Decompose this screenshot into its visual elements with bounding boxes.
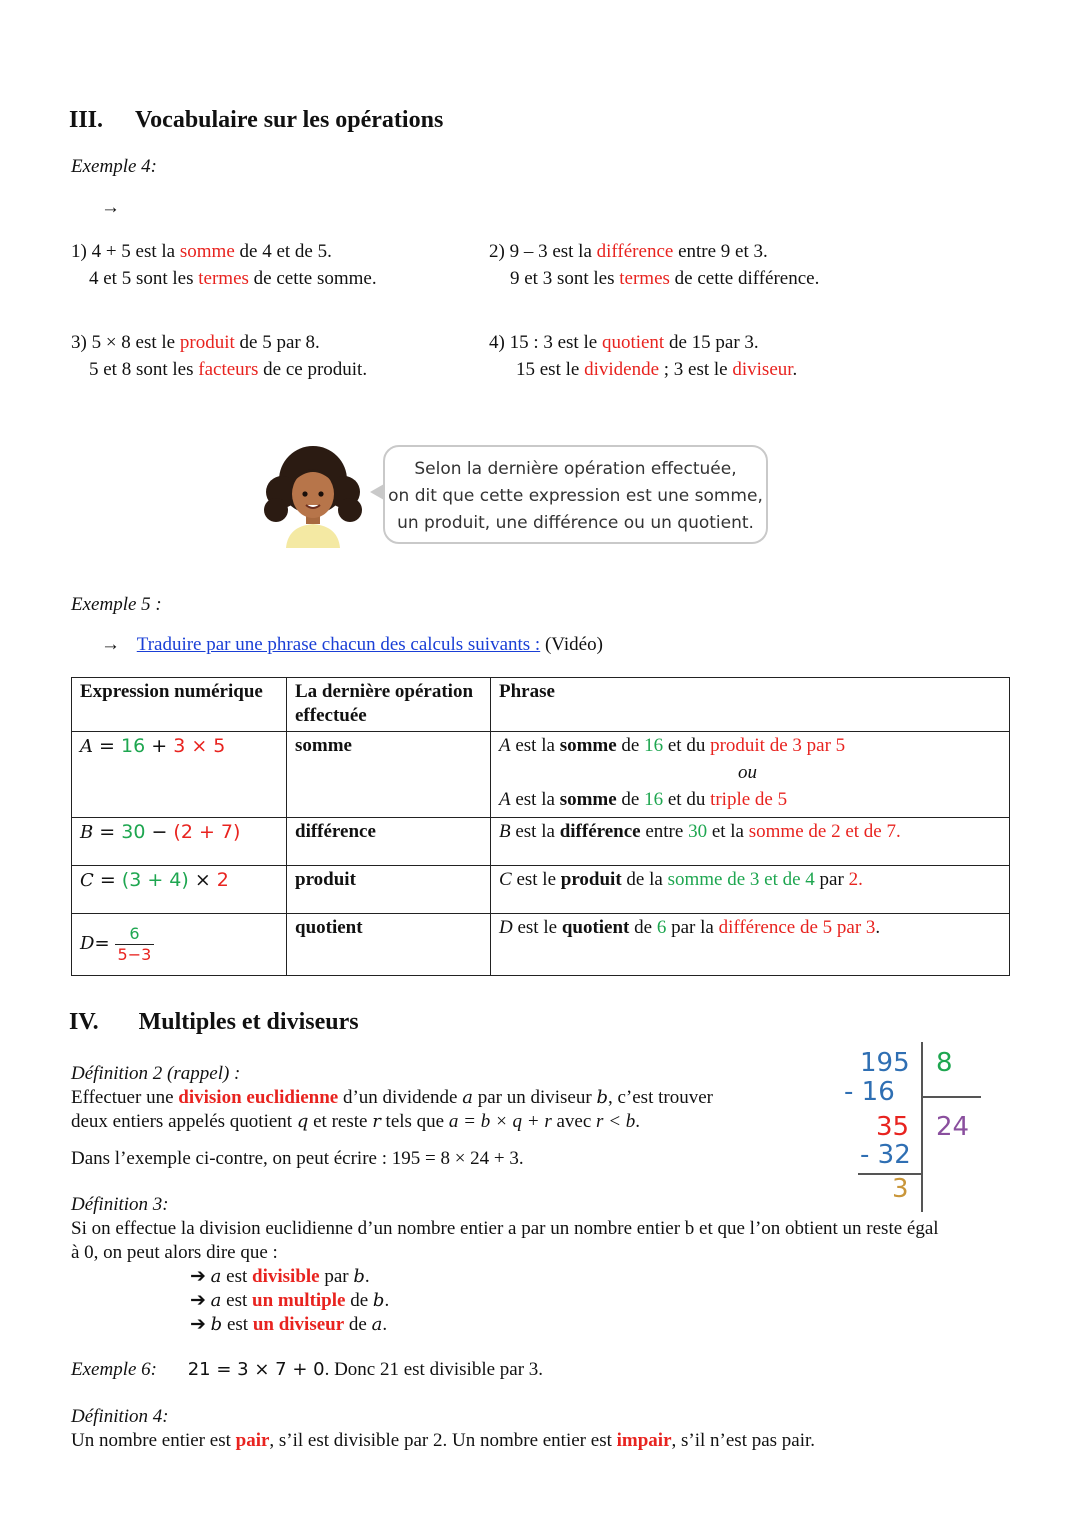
- list-item: ➔ a est un multiple de b.: [190, 1290, 390, 1311]
- example-5-instruction: [101, 634, 603, 656]
- euclidean-division: [836, 1040, 986, 1215]
- video-link[interactable]: Traduire par une phrase chacun des calculs suivants :: [136, 634, 541, 655]
- expressions-table: [71, 677, 1010, 976]
- phrase-cell: D est le quotient de 6 par la différence de 5 par 3.: [491, 914, 1010, 976]
- example-4-label: Exemple 4:: [71, 156, 157, 177]
- phrase-cell: C est le produit de la somme de 3 et de 4 par 2.: [491, 866, 1010, 914]
- section-number: III.: [69, 107, 104, 133]
- divisor: 8: [936, 1048, 953, 1078]
- section-title: Vocabulaire sur les opérations: [135, 107, 444, 133]
- table-row: [72, 914, 1010, 976]
- vocab-item-2: 2) 9 – 3 est la différence entre 9 et 3. 9 et 3 sont les termes de cette différence.: [489, 241, 820, 289]
- list-item: ➔ a est divisible par b.: [190, 1266, 370, 1287]
- arrow-bullet-icon: ➔: [190, 1314, 206, 1335]
- definition-3-label: Définition 3:: [71, 1194, 169, 1215]
- partial-dividend: 35: [876, 1112, 910, 1142]
- definition-2-example: Dans l’exemple ci-contre, on peut écrire : 195 = 8 × 24 + 3.: [71, 1148, 524, 1169]
- definition-4-text: Un nombre entier est pair, s’il est divisible par 2. Un nombre entier est impair, s’il n’est pas pair.: [71, 1430, 816, 1451]
- header-operation: La dernière opération effectuée: [287, 678, 491, 732]
- speech-bubble: [383, 445, 768, 544]
- bubble-line-1: Selon la dernière opération effectuée,: [414, 459, 737, 479]
- section-title: Multiples et diviseurs: [138, 1009, 359, 1035]
- table-header-row: [72, 678, 1010, 732]
- speech-bubble-tail: [370, 484, 384, 500]
- definition-3-text: Si on effectue la division euclidienne d’un nombre entier a par un nombre entier b et que l’on obtient un reste égal à 0, on peut alors dire que :: [71, 1218, 939, 1263]
- list-item: ➔ b est un diviseur de a.: [190, 1314, 388, 1335]
- remainder: 3: [892, 1174, 909, 1204]
- header-expression: Expression numérique: [72, 678, 287, 732]
- video-label: (Vidéo): [540, 634, 603, 655]
- section-iii-heading: [69, 107, 443, 134]
- subtraction-1: - 16: [844, 1077, 895, 1107]
- definition-2-label: Définition 2 (rappel) :: [71, 1063, 241, 1084]
- table-row: [72, 818, 1010, 866]
- phrase-cell: B est la différence entre 30 et la somme de 2 et de 7.: [491, 818, 1010, 866]
- operation-cell: différence: [287, 818, 491, 866]
- header-phrase: Phrase: [491, 678, 1010, 732]
- expression-cell: A = 16 + 3 × 5: [72, 732, 287, 818]
- operation-cell: quotient: [287, 914, 491, 976]
- arrow-icon: →: [101, 197, 120, 218]
- operation-cell: somme: [287, 732, 491, 818]
- example-6: Exemple 6: 21 = 3 × 7 + 0. Donc 21 est divisible par 3.: [71, 1359, 544, 1380]
- vocab-item-3: 3) 5 × 8 est le produit de 5 par 8. 5 et 8 sont les facteurs de ce produit.: [71, 332, 368, 380]
- table-row: [72, 866, 1010, 914]
- expression-cell: C = (3 + 4) × 2: [72, 866, 287, 914]
- vocab-item-4: 4) 15 : 3 est le quotient de 15 par 3. 15 est le dividende ; 3 est le diviseur.: [489, 332, 798, 380]
- expression-cell: B = 30 − (2 + 7): [72, 818, 287, 866]
- definition-2-text: Effectuer une division euclidienne d’un dividende a par un diviseur b, c’est trouver deux entiers appelés quotient q et reste r tels que a = b × q + r avec r < b.: [71, 1087, 713, 1132]
- section-iv-heading: [69, 1009, 359, 1036]
- subtraction-2: - 32: [860, 1140, 911, 1170]
- definition-3-list: [190, 1265, 389, 1337]
- bubble-line-3: un produit, une différence ou un quotient.: [397, 513, 754, 533]
- phrase-cell: A est la somme de 16 et du produit de 3 par 5 ou A est la somme de 16 et du triple de 5: [491, 732, 1010, 818]
- section-number: IV.: [69, 1009, 99, 1035]
- girl-illustration: [258, 444, 368, 548]
- arrow-bullet-icon: ➔: [190, 1290, 206, 1311]
- operation-cell: produit: [287, 866, 491, 914]
- table-row: [72, 732, 1010, 818]
- arrow-icon: →: [101, 634, 120, 655]
- bubble-line-2: on dit que cette expression est une somme,: [388, 486, 763, 506]
- quotient: 24: [936, 1112, 970, 1142]
- definition-4-label: Définition 4:: [71, 1406, 169, 1427]
- expression-cell: D = $\frac{6}{5-3}$: [72, 914, 287, 976]
- dividend: 195: [860, 1048, 910, 1078]
- arrow-bullet-icon: ➔: [190, 1266, 206, 1287]
- vocab-item-1: 1) 4 + 5 est la somme de 4 et de 5. 4 et 5 sont les termes de cette somme.: [71, 241, 377, 289]
- example-5-label: Exemple 5 :: [71, 594, 162, 615]
